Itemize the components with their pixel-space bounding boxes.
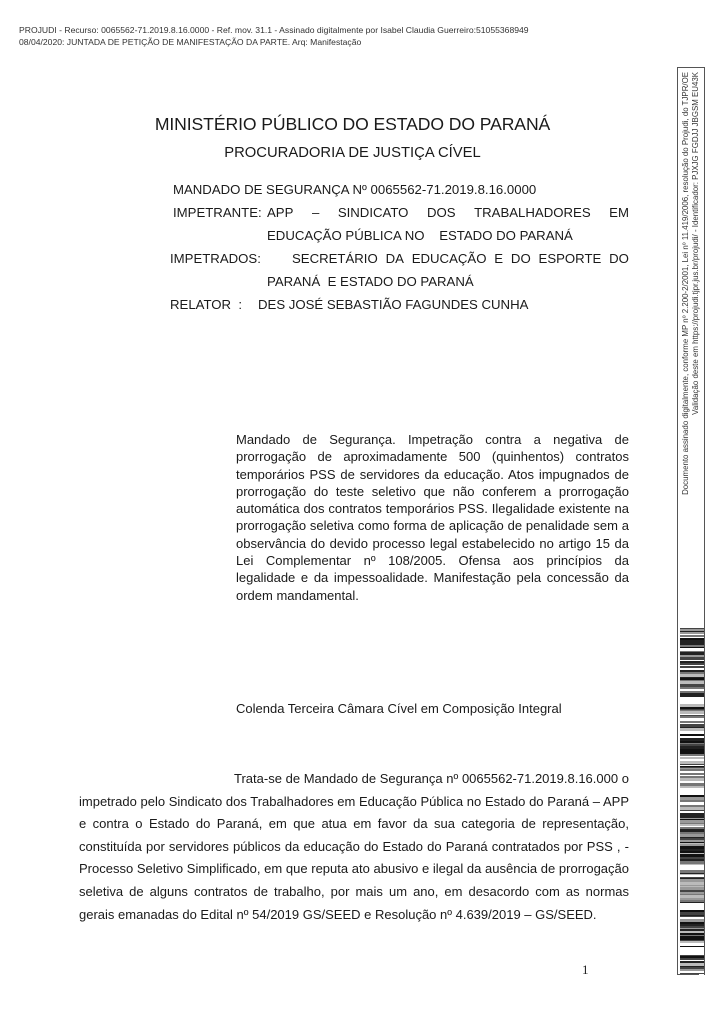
barcode-stripe xyxy=(680,802,704,805)
barcode-stripe xyxy=(680,637,704,638)
barcode-stripe xyxy=(680,861,704,864)
barcode-stripe xyxy=(680,940,704,941)
document-title: MINISTÉRIO PÚBLICO DO ESTADO DO PARANÁ xyxy=(154,114,551,134)
impetrados-line-1 xyxy=(292,251,629,266)
barcode-stripe xyxy=(680,931,704,933)
barcode-stripe xyxy=(680,818,704,819)
barcode-stripe xyxy=(680,655,704,657)
barcode-stripe xyxy=(680,969,704,971)
barcode-stripe xyxy=(680,684,704,687)
barcode-stripe xyxy=(680,738,704,741)
barcode-stripe xyxy=(680,694,704,697)
barcode-stripe xyxy=(680,710,704,711)
barcode-stripe xyxy=(680,815,704,818)
barcode-stripe xyxy=(680,819,704,820)
barcode-stripe xyxy=(680,775,704,776)
barcode-stripe xyxy=(680,707,704,709)
barcode-stripe xyxy=(680,731,704,733)
barcode-stripe xyxy=(680,716,704,718)
barcode-stripe xyxy=(680,660,704,661)
barcode-stripe xyxy=(680,778,704,781)
barcode-stripe xyxy=(680,820,704,823)
barcode-stripe xyxy=(680,875,704,877)
barcode-stripe xyxy=(680,849,704,851)
barcode-stripe xyxy=(680,773,704,775)
barcode-stripe xyxy=(680,832,704,834)
barcode-stripe xyxy=(680,766,704,767)
barcode-stripe xyxy=(680,761,704,764)
barcode-stripe xyxy=(680,715,704,716)
barcode-stripe xyxy=(680,824,704,825)
barcode-stripe xyxy=(680,672,704,674)
barcode-stripe xyxy=(680,960,704,961)
barcode-stripe xyxy=(680,826,704,827)
barcode-stripe xyxy=(680,704,704,707)
barcode-stripe xyxy=(680,882,704,885)
relator-label: RELATOR : xyxy=(170,297,243,312)
barcode-stripe xyxy=(680,769,704,771)
barcode-stripe xyxy=(680,635,704,637)
barcode-stripe xyxy=(680,752,704,754)
barcode-stripe xyxy=(680,900,704,902)
barcode-stripe xyxy=(680,947,704,950)
barcode-stripe xyxy=(680,750,704,752)
barcode-stripe xyxy=(680,709,704,710)
barcode-stripe xyxy=(680,922,704,924)
barcode-stripe xyxy=(680,648,704,651)
barcode-stripe xyxy=(680,943,704,946)
barcode-stripe xyxy=(680,746,704,749)
barcode-stripe xyxy=(680,967,704,968)
header-line-1: PROJUDI - Recurso: 0065562-71.2019.8.16.0000 - Ref. mov. 31.1 - Assinado digitalmente por Isabel Claudia Guerreiro:51055368949 xyxy=(19,25,529,35)
barcode-stripe xyxy=(680,912,704,915)
barcode-stripe xyxy=(680,838,704,840)
barcode-stripe xyxy=(680,874,704,875)
barcode-stripe xyxy=(680,714,704,715)
salutation: Colenda Terceira Câmara Cível em Composição Integral xyxy=(236,701,562,716)
barcode-stripe xyxy=(680,721,704,723)
barcode-stripe xyxy=(680,955,704,956)
barcode-stripe xyxy=(680,771,704,773)
barcode-stripe xyxy=(680,757,704,759)
impetrante-line-2: EDUCAÇÃO PÚBLICA NO ESTADO DO PARANÁ xyxy=(267,228,573,243)
barcode-stripe xyxy=(680,631,704,632)
barcode-stripe xyxy=(680,958,704,960)
impetrados-word: E xyxy=(494,251,504,266)
relator-value: DES JOSÉ SEBASTIÃO FAGUNDES CUNHA xyxy=(258,297,529,312)
barcode-stripe xyxy=(680,963,704,966)
barcode-stripe xyxy=(680,668,704,669)
barcode-stripe xyxy=(680,652,704,655)
barcode-stripe xyxy=(680,640,704,642)
impetrante-word: DOS xyxy=(426,205,456,220)
barcode-stripe xyxy=(680,837,704,838)
barcode-stripe xyxy=(680,956,704,958)
barcode-stripe xyxy=(680,953,704,955)
barcode-stripe xyxy=(680,719,704,721)
barcode-stripe xyxy=(680,905,704,908)
barcode-footer-line xyxy=(677,974,699,975)
barcode-stripe xyxy=(680,678,704,680)
barcode-stripe xyxy=(680,813,704,815)
barcode-stripe xyxy=(680,842,704,843)
barcode-stripe xyxy=(680,854,704,857)
barcode-stripe xyxy=(680,680,704,681)
barcode-stripe xyxy=(680,961,704,963)
barcode-stripe xyxy=(680,840,704,842)
barcode-stripe xyxy=(680,632,704,634)
barcode-stripe xyxy=(680,846,704,849)
barcode-stripe xyxy=(680,811,704,813)
barcode-stripe xyxy=(680,870,704,873)
barcode-stripe xyxy=(680,825,704,826)
barcode-stripe xyxy=(680,890,704,892)
body-paragraph-text: Trata-se de Mandado de Segurança nº 0065562-71.2019.8.16.000 o impetrado pelo Sindicato dos Trabalhadores em Educação Pública no Estado do Paraná – APP e contra o Estado do Paraná, em que atua em favor da sua categoria de representação, constituída por servidores públicos da educação do Estado do Paraná contratados por PSS , - Processo Seletivo Simplificado, em que reputa ato abusivo e ilegal da ausência de prorrogação seletiva de alguns contratos de trabalho, por mais um ano, em desacordo com as normas gerais emanadas do Edital nº 54/2019 GS/SEED e Resolução nº 4.639/2019 – GS/SEED. xyxy=(79,771,629,922)
barcode-stripe xyxy=(680,879,704,882)
barcode-stripe xyxy=(680,807,704,810)
barcode-stripe xyxy=(680,651,704,652)
barcode-stripe xyxy=(680,853,704,854)
barcode-stripe xyxy=(680,933,704,935)
barcode-stripe xyxy=(680,733,704,734)
barcode-stripe xyxy=(680,728,704,731)
barcode-stripe xyxy=(680,878,704,879)
barcode-stripe xyxy=(680,735,704,736)
barcode-stripe xyxy=(680,929,704,931)
barcode-stripe xyxy=(680,805,704,807)
impetrante-word: SINDICATO xyxy=(337,205,409,220)
barcode-stripe xyxy=(680,894,704,895)
barcode-stripe xyxy=(680,783,704,786)
barcode-stripe xyxy=(680,638,704,640)
impetrados-word: DO xyxy=(510,251,531,266)
barcode-stripe xyxy=(680,701,704,704)
barcode-stripe xyxy=(680,691,704,693)
barcode-stripe xyxy=(680,857,704,859)
barcode-stripe xyxy=(680,736,704,738)
barcode-stripe xyxy=(680,767,704,768)
barcode-stripe xyxy=(680,689,704,691)
impetrante-word: EM xyxy=(609,205,629,220)
barcode-stripe xyxy=(680,759,704,761)
barcode-stripe xyxy=(680,677,704,678)
impetrados-line-2: PARANÁ E ESTADO DO PARANÁ xyxy=(267,274,474,289)
stamp-line-2: Validação deste em https://projudi.tjpr.jus.br/projudi/ - Identificador: PJXJG FGDJJ JBGSM EU43K xyxy=(691,72,701,415)
barcode-stripe xyxy=(680,919,704,922)
barcode-icon xyxy=(680,628,704,974)
impetrante-word: APP xyxy=(267,205,294,220)
barcode-stripe xyxy=(680,711,704,714)
impetrados-word: DO xyxy=(609,251,629,266)
barcode-stripe xyxy=(680,916,704,917)
impetrante-label: IMPETRANTE: xyxy=(173,205,262,220)
barcode-stripe xyxy=(680,795,704,797)
barcode-stripe xyxy=(680,743,704,744)
barcode-stripe xyxy=(680,843,704,844)
barcode-stripe xyxy=(680,898,704,900)
barcode-stripe xyxy=(680,647,704,648)
barcode-stripe xyxy=(680,741,704,743)
barcode-stripe xyxy=(680,886,704,887)
barcode-stripe xyxy=(680,788,704,791)
barcode-stripe xyxy=(680,697,704,698)
page-number: 1 xyxy=(582,962,589,977)
barcode-stripe xyxy=(680,873,704,874)
barcode-stripe xyxy=(680,793,704,795)
barcode-stripe xyxy=(680,765,704,766)
barcode-stripe xyxy=(680,810,704,811)
barcode-stripe xyxy=(680,851,704,853)
impetrante-line-1 xyxy=(267,205,629,220)
barcode-stripe xyxy=(680,634,704,635)
stamp-text xyxy=(681,72,702,624)
barcode-stripe xyxy=(680,936,704,938)
barcode-stripe xyxy=(680,642,704,645)
barcode-stripe xyxy=(680,744,704,745)
barcode-stripe xyxy=(680,844,704,846)
barcode-stripe xyxy=(680,674,704,677)
ementa-summary: Mandado de Segurança. Impetração contra a negativa de prorrogação de aproximadamente 500 (quinhentos) contratos temporários PSS de servidores da educação. Atos impugnados de prorrogação do teste seletivo que não conferem a prorrogação automática dos contratos temporários PSS. Ilegalidade existente na prorrogação seletiva como forma de aplicação de penalidade sem a observância do devido processo legal estabelecido no artigo 15 da Lei Complementar nº 108/2005. Ofensa aos princípios da legalidade e da impessoalidade. Manifestação pela concessão da ordem mandamental. xyxy=(236,432,629,603)
barcode-stripe xyxy=(680,693,704,694)
barcode-stripe xyxy=(680,908,704,910)
barcode-stripe xyxy=(680,629,704,631)
barcode-stripe xyxy=(680,687,704,689)
barcode-stripe xyxy=(680,834,704,837)
barcode-stripe xyxy=(680,865,704,868)
barcode-stripe xyxy=(680,887,704,890)
barcode-stripe xyxy=(680,665,704,666)
barcode-stripe xyxy=(680,657,704,660)
barcode-stripe xyxy=(680,768,704,769)
barcode-stripe xyxy=(680,781,704,783)
barcode-stripe xyxy=(680,941,704,943)
barcode-stripe xyxy=(680,915,704,916)
impetrante-word: TRABALHADORES xyxy=(474,205,591,220)
digital-signature-stamp xyxy=(677,67,705,975)
barcode-stripe xyxy=(680,902,704,903)
barcode-stripe xyxy=(680,917,704,919)
barcode-stripe xyxy=(680,754,704,756)
stamp-text-area xyxy=(678,68,706,628)
barcode-stripe xyxy=(680,663,704,665)
barcode-stripe xyxy=(680,859,704,861)
barcode-stripe xyxy=(680,764,704,765)
mandado-number: MANDADO DE SEGURANÇA Nº 0065562-71.2019.8.16.0000 xyxy=(173,182,537,197)
barcode-stripe xyxy=(680,910,704,912)
barcode-stripe xyxy=(680,698,704,701)
barcode-stripe xyxy=(680,800,704,802)
barcode-stripe xyxy=(680,892,704,894)
barcode-stripe xyxy=(680,946,704,947)
barcode-stripe xyxy=(680,724,704,727)
barcode-stripe xyxy=(680,776,704,778)
stamp-line-1: Documento assinado digitalmente, conforme MP nº 2.200-2/2001, Lei nº 11.419/2006, resolução do Projudi, do TJPR/OE xyxy=(681,72,690,495)
barcode-stripe xyxy=(680,645,704,647)
barcode-stripe xyxy=(680,877,704,878)
barcode-stripe xyxy=(680,661,704,663)
barcode-stripe xyxy=(680,903,704,905)
barcode-stripe xyxy=(680,797,704,800)
barcode-stripe xyxy=(680,669,704,670)
impetrados-word: ESPORTE xyxy=(538,251,602,266)
impetrados-word: SECRETÁRIO xyxy=(292,251,378,266)
body-paragraph xyxy=(79,768,629,926)
barcode-stripe xyxy=(680,723,704,724)
barcode-stripe xyxy=(680,924,704,926)
impetrados-word: DA xyxy=(385,251,404,266)
barcode-stripe xyxy=(680,868,704,870)
barcode-stripe xyxy=(680,935,704,936)
document-subtitle: PROCURADORIA DE JUSTIÇA CÍVEL xyxy=(224,145,481,161)
barcode-stripe xyxy=(680,895,704,898)
impetrados-word: EDUCAÇÃO xyxy=(411,251,487,266)
barcode-stripe xyxy=(680,670,704,672)
barcode-stripe xyxy=(680,786,704,788)
barcode-stripe xyxy=(680,734,704,735)
barcode-stripe xyxy=(680,885,704,886)
barcode-stripe xyxy=(680,666,704,668)
barcode-stripe xyxy=(680,749,704,750)
barcode-stripe xyxy=(680,756,704,757)
barcode-stripe xyxy=(680,968,704,969)
barcode-stripe xyxy=(680,938,704,940)
barcode-stripe xyxy=(680,926,704,928)
barcode-stripe xyxy=(680,727,704,728)
barcode-stripe xyxy=(680,829,704,832)
impetrante-word: – xyxy=(311,205,320,220)
impetrados-label: IMPETRADOS: xyxy=(170,251,261,266)
barcode-stripe xyxy=(680,718,704,719)
barcode-stripe xyxy=(680,864,704,865)
barcode-stripe xyxy=(680,791,704,793)
barcode-stripe xyxy=(680,745,704,746)
header-line-2: 08/04/2020: JUNTADA DE PETIÇÃO DE MANIFESTAÇÃO DA PARTE. Arq: Manifestação xyxy=(19,36,362,47)
barcode-stripe xyxy=(680,823,704,824)
barcode-stripe xyxy=(680,966,704,967)
barcode-stripe xyxy=(680,827,704,829)
barcode-stripe xyxy=(680,971,704,973)
projudi-header xyxy=(19,25,529,48)
barcode-stripe xyxy=(680,928,704,929)
barcode-stripe xyxy=(680,681,704,684)
barcode-stripe xyxy=(680,950,704,953)
